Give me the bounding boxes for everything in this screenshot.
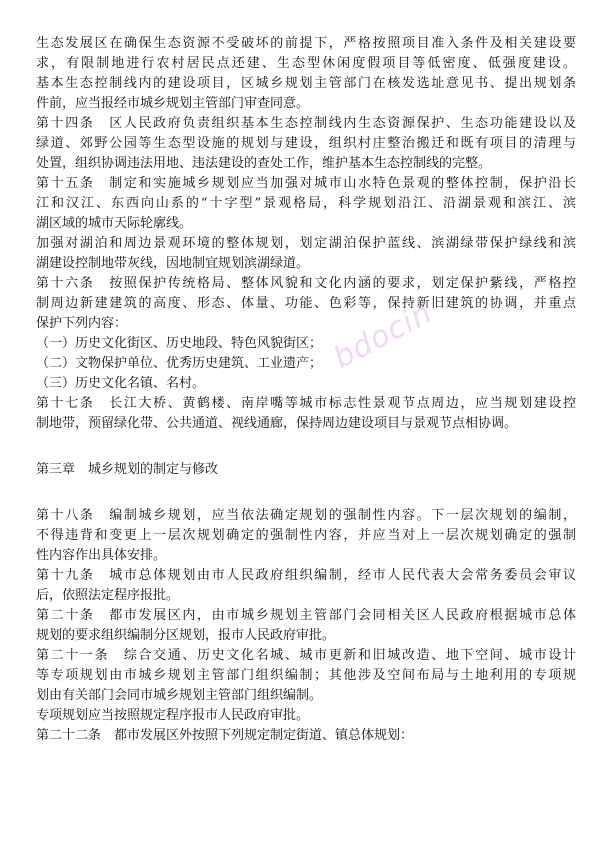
article-22: 第二十二条 都市发展区外按照下列规定制定街道、镇总体规划：: [36, 728, 414, 743]
article-17: 第十七条 长江大桥、黄鹤楼、南岸嘴等城市标志性景观节点周边，应当规划建设控: [36, 396, 576, 411]
list-item: （三）历史文化名镇、名村。: [36, 376, 206, 391]
text-line: 湖区域的城市天际轮廓线。: [36, 216, 193, 231]
text-line: 江和汉江、东西向山系的“十字型”景观格局，科学规划沿江、沿湖景观和滨江、滨: [36, 196, 576, 211]
text-line: 件前，应当报经市城乡规划主管部门审查同意。: [36, 96, 310, 111]
text-line: 求，有限制地进行农村居民点还建、生态型休闲度假项目等低密度、低强度建设。: [36, 56, 576, 71]
text-line: 不得违背和变更上一层次规划确定的强制性内容，并应当对上一层次规划确定的强制: [36, 528, 576, 543]
text-line: 后，依照法定程序报批。: [36, 588, 180, 603]
article-20: 第二十条 都市发展区内，由市城乡规划主管部门会同相关区人民政府根据城市总体: [36, 608, 576, 623]
text-line: 保护下列内容：: [36, 316, 128, 331]
text-line: 划由有关部门会同市城乡规划主管部门组织编制。: [36, 688, 323, 703]
article-18: 第十八条 编制城乡规划，应当依法确定规划的强制性内容。下一层次规划的编制，: [36, 508, 576, 523]
text-line: 处置，组织协调违法用地、违法建设的查处工作，维护基本生态控制线的完整。: [36, 156, 492, 171]
text-line: 绿道、郊野公园等生态型设施的规划与建设，组织村庄整治搬迁和既有项目的清理与: [36, 136, 576, 151]
text-line: 规划的要求组织编制分区规划，报市人民政府审批。: [36, 628, 336, 643]
text-line: 加强对湖泊和周边景观环境的整体规划，划定湖泊保护蓝线、滨湖绿带保护绿线和滨: [36, 236, 576, 251]
list-item: （二）文物保护单位、优秀历史建筑、工业遗产；: [36, 356, 323, 371]
article-14: 第十四条 区人民政府负责组织基本生态控制线内生态资源保护、生态功能建设以及: [36, 116, 576, 131]
text-line: 制周边新建建筑的高度、形态、体量、功能、色彩等，保持新旧建筑的协调，并重点: [36, 296, 576, 311]
text-line: 湖建设控制地带灰线，因地制宜规划滨湖绿道。: [36, 256, 310, 271]
text-line: 专项规划应当按照规定程序报市人民政府审批。: [36, 708, 310, 723]
watermark-logo: bdocin: [328, 295, 439, 376]
list-item: （一）历史文化街区、历史地段、特色风貌街区；: [36, 336, 323, 351]
text-line: 性内容作出具体安排。: [36, 548, 167, 563]
article-15: 第十五条 制定和实施城乡规划应当加强对城市山水特色景观的整体控制，保护沿长: [36, 176, 576, 191]
chapter-heading: 第三章 城乡规划的制定与修改: [36, 462, 219, 477]
text-line: 生态发展区在确保生态资源不受破坏的前提下，严格按照项目准入条件及相关建设要: [36, 36, 576, 51]
article-16: 第十六条 按照保护传统格局、整体风貌和文化内涵的要求，划定保护紫线，严格控: [36, 276, 576, 291]
text-line: 等专项规划由市城乡规划主管部门组织编制；其他涉及空间布局与土地利用的专项规: [36, 668, 576, 683]
article-19: 第十九条 城市总体规划由市人民政府组织编制，经市人民代表大会常务委员会审议: [36, 568, 576, 583]
article-21: 第二十一条 综合交通、历史文化名城、城市更新和旧城改造、地下空间、城市设计: [36, 648, 576, 663]
text-line: 制地带，预留绿化带、公共通道、视线通廊，保持周边建设项目与景观节点相协调。: [36, 416, 518, 431]
text-line: 基本生态控制线内的建设项目，区城乡规划主管部门在核发选址意见书、提出规划条: [36, 76, 576, 91]
